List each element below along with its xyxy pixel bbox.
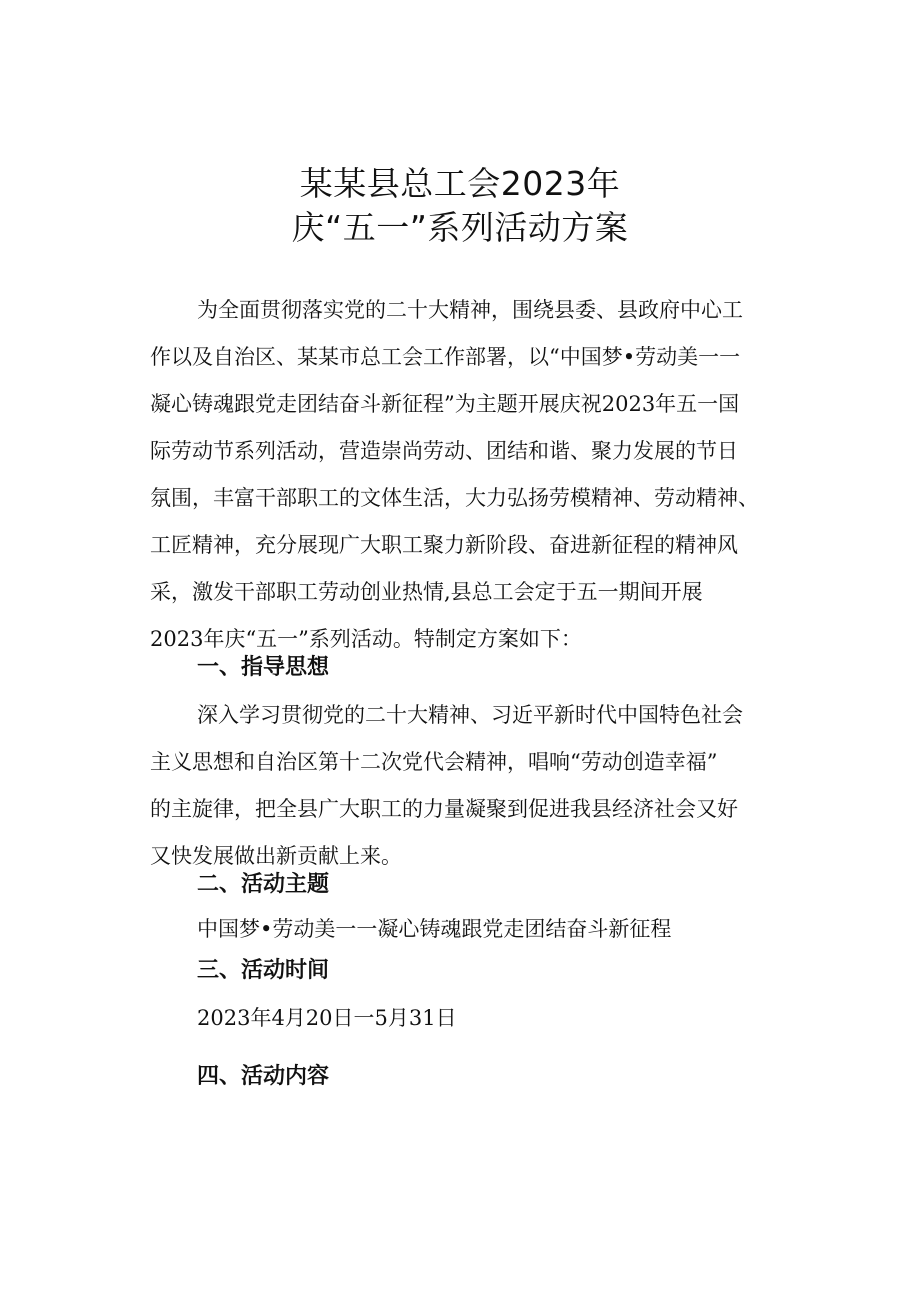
intro-line: 采，激发干部职工劳动创业热情,县总工会定于五一期间开展 bbox=[150, 580, 703, 604]
intro-line: 工匠精神，充分展现广大职工聚力新阶段、奋进新征程的精神风 bbox=[150, 533, 738, 557]
section1-line: 主义思想和自治区第十二次党代会精神，唱响“劳动创造幸福” bbox=[150, 750, 718, 774]
section3-body: 2023年4月20日一5月31日 bbox=[197, 1006, 457, 1030]
intro-line: 2023年庆“五一”系列活动。特制定方案如下： bbox=[150, 627, 582, 651]
section-heading-time: 三、活动时间 bbox=[197, 958, 330, 983]
intro-line: 为全面贯彻落实党的二十大精神，围绕县委、县政府中心工 bbox=[197, 298, 743, 322]
document-title-line1: 某某县总工会2023年 bbox=[299, 164, 621, 203]
section1-line: 又快发展做出新贡献上来。 bbox=[150, 844, 402, 868]
section-heading-content: 四、活动内容 bbox=[197, 1064, 330, 1089]
section-heading-guiding-thought: 一、指导思想 bbox=[197, 655, 330, 680]
document-title-line2: 庆“五一”系列活动方案 bbox=[291, 208, 629, 247]
section2-body: 中国梦•劳动美一一凝心铸魂跟党走团结奋斗新征程 bbox=[197, 917, 672, 941]
section-heading-theme: 二、活动主题 bbox=[197, 872, 330, 897]
intro-line: 际劳动节系列活动，营造崇尚劳动、团结和谐、聚力发展的节日 bbox=[150, 439, 738, 463]
section1-line: 的主旋律，把全县广大职工的力量凝聚到促进我县经济社会又好 bbox=[150, 797, 738, 821]
intro-line: 凝心铸魂跟党走团结奋斗新征程”为主题开展庆祝2023年五一国 bbox=[150, 392, 740, 416]
intro-line: 氛围，丰富干部职工的文体生活，大力弘扬劳模精神、劳动精神、 bbox=[150, 486, 759, 510]
section1-line: 深入学习贯彻党的二十大精神、习近平新时代中国特色社会 bbox=[197, 703, 743, 727]
intro-line: 作以及自治区、某某市总工会工作部署，以“中国梦•劳动美一一 bbox=[150, 345, 741, 369]
